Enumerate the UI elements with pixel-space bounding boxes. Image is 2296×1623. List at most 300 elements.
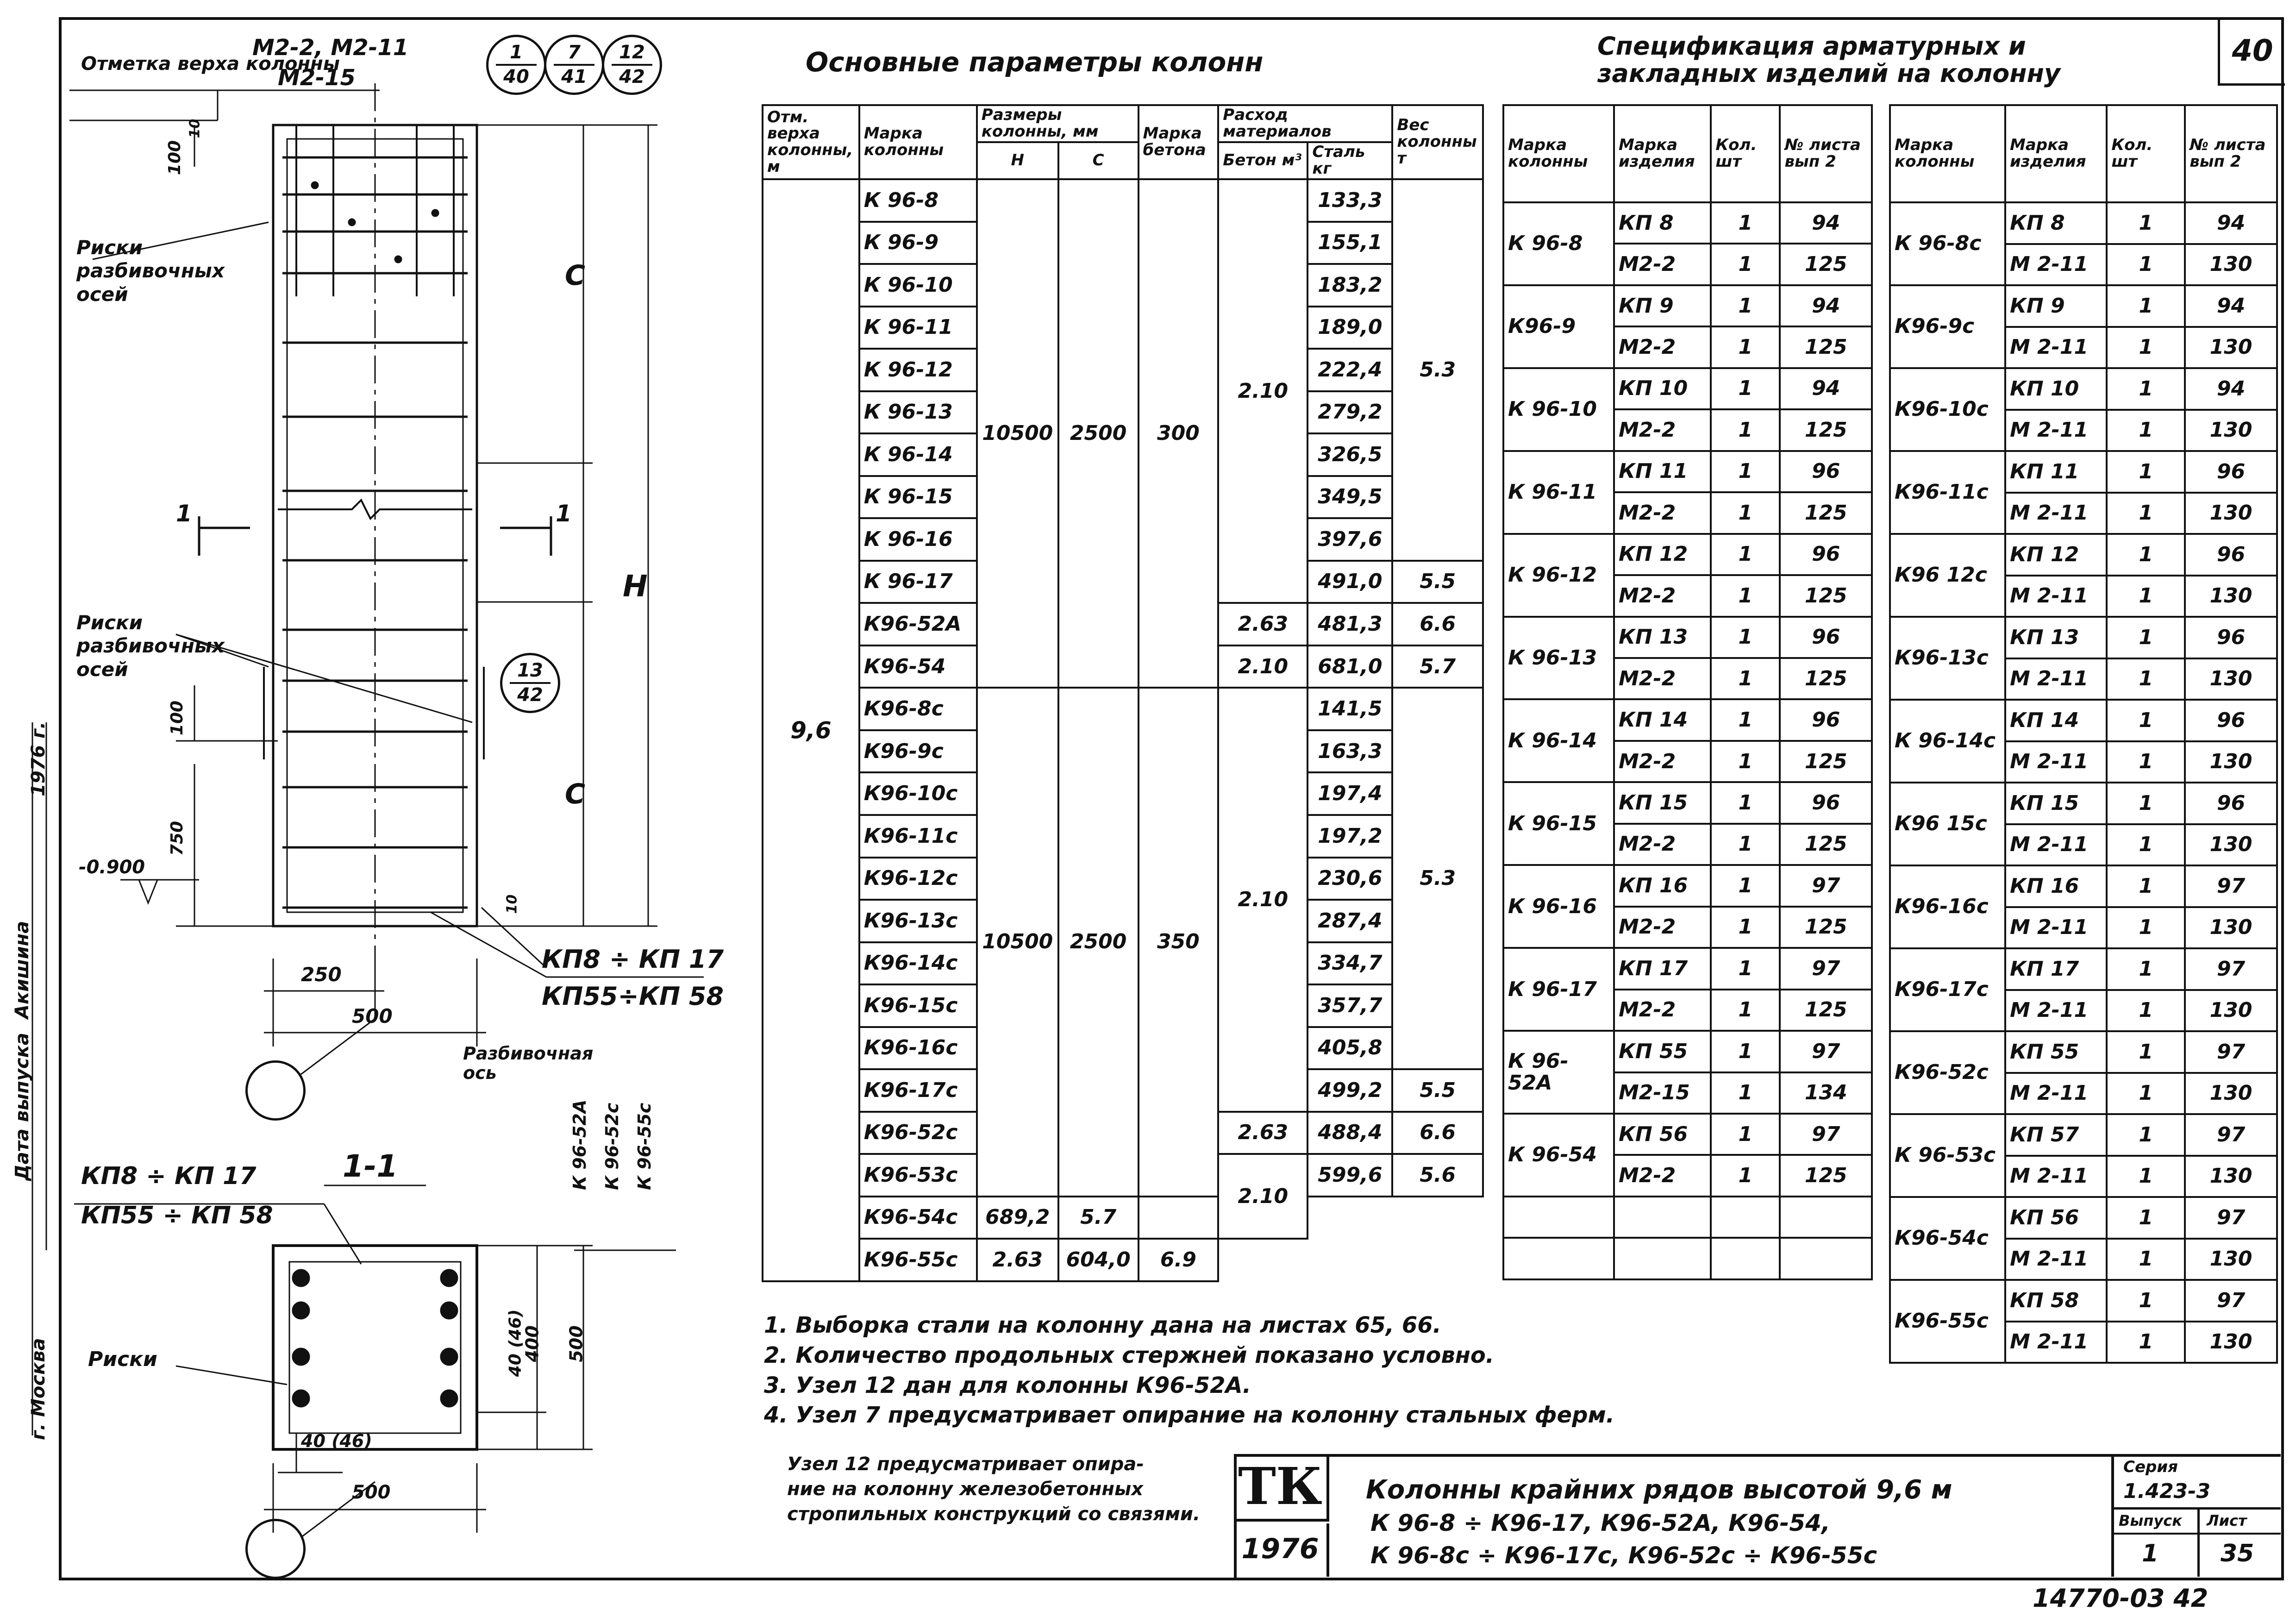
spec-sheet: 125 <box>1780 741 1872 782</box>
hdr-weight: Вес колонны т <box>1392 105 1483 179</box>
steel-kg: 499,2 <box>1308 1069 1392 1112</box>
spec-qty: 1 <box>2107 202 2185 244</box>
spec-item: М 2-11 <box>2005 658 2107 700</box>
hdr-steel: Сталь кг <box>1308 142 1392 179</box>
steel-kg: 183,2 <box>1308 264 1392 307</box>
spec-qty: 1 <box>2107 865 2185 907</box>
spec2-body <box>1890 202 2277 1363</box>
spec-sheet: 96 <box>2185 783 2277 824</box>
bottom-number: 14770-03 42 <box>2033 1584 2208 1613</box>
spec-item: КП 55 <box>2005 1031 2107 1073</box>
spec-sheet: 130 <box>2185 576 2277 617</box>
steel-kg: 326,5 <box>1308 433 1392 476</box>
spec-qty: 1 <box>2107 451 2185 493</box>
column-mark: К96-53с <box>859 1154 977 1197</box>
note-4: 4. Узел 7 предусматривает опирание на колонну стальных ферм. <box>764 1402 1614 1429</box>
spec-sheet: 96 <box>1780 699 1872 740</box>
steel-kg: 689,2 <box>977 1197 1058 1239</box>
spec-row <box>1890 1031 2277 1073</box>
spec-qty: 1 <box>2107 1239 2185 1280</box>
weight-cell: 5.6 <box>1392 1154 1483 1197</box>
spec-column-mark: К96-13с <box>1890 617 2005 700</box>
note-4-cont <box>787 1452 1227 1527</box>
spec-sheet: 97 <box>2185 948 2277 990</box>
spec-column-mark: К 96-8с <box>1890 202 2005 285</box>
spec-sheet: 97 <box>2185 1114 2277 1156</box>
strip-city: г. Москва <box>28 1338 49 1440</box>
spec-item: М2-2 <box>1614 658 1711 699</box>
spec-sheet: 130 <box>2185 907 2277 949</box>
spec-qty: 1 <box>2107 368 2185 410</box>
spec-qty: 1 <box>1711 741 1780 782</box>
spec-sheet: 125 <box>1780 907 1872 948</box>
label-c-bottom: C <box>565 778 586 810</box>
steel-kg: 163,3 <box>1308 730 1392 773</box>
spec-qty: 1 <box>1711 1031 1780 1072</box>
spec-column-mark: К96-11с <box>1890 451 2005 534</box>
spec-item: КП 8 <box>2005 202 2107 244</box>
spec-item: М 2-11 <box>2005 824 2107 866</box>
spec-qty: 1 <box>1711 699 1780 740</box>
note-3: 3. Узел 12 дан для колонны К96-52А. <box>764 1372 1251 1398</box>
spec1-body <box>1503 202 1872 1279</box>
group-h: 10500 <box>977 688 1058 1196</box>
spec-column-mark: К 96-16 <box>1503 865 1614 948</box>
column-mark: К96-54с <box>859 1197 977 1239</box>
spec-item: М 2-11 <box>2005 1073 2107 1115</box>
spec-qty: 1 <box>2107 783 2185 824</box>
spec-row <box>1503 451 1872 492</box>
spec-row <box>1503 1031 1872 1072</box>
spec-qty: 1 <box>1711 409 1780 451</box>
steel-kg: 230,6 <box>1308 858 1392 900</box>
spec-qty: 1 <box>1711 824 1780 865</box>
spec-item: КП 10 <box>2005 368 2107 410</box>
spec-sheet: 94 <box>1780 285 1872 326</box>
steel-kg: 279,2 <box>1308 391 1392 434</box>
spec-item: КП 11 <box>1614 451 1711 492</box>
spec-column-mark: К96-9с <box>1890 285 2005 368</box>
spec-column-mark: К 96-10 <box>1503 368 1614 451</box>
steel-kg: 287,4 <box>1308 900 1392 942</box>
spec1-hdr-sheet: № листа вып 2 <box>1780 105 1872 202</box>
params-row <box>763 179 1483 222</box>
spec-sheet: 125 <box>1780 575 1872 616</box>
column-mark: К96-16с <box>859 1027 977 1070</box>
spec-item: КП 15 <box>1614 782 1711 823</box>
spec-qty: 1 <box>2107 576 2185 617</box>
logo-box <box>1234 1454 1329 1522</box>
spec-sheet: 96 <box>1780 782 1872 823</box>
elevation-mark: -0.900 <box>79 857 145 878</box>
spec-row <box>1890 1280 2277 1322</box>
spec-qty: 1 <box>2107 1114 2185 1156</box>
steel-kg: 349,5 <box>1308 476 1392 519</box>
spec-sheet: 97 <box>1780 948 1872 989</box>
volume-cell: 2.63 <box>977 1239 1058 1281</box>
spec-item: КП 56 <box>2005 1197 2107 1239</box>
column-mark: К 96-14 <box>859 433 977 476</box>
spec-sheet: 130 <box>2185 493 2277 534</box>
section-col-3: К 96-55с <box>634 1103 655 1190</box>
spec-qty: 1 <box>1711 326 1780 368</box>
spec-item: КП 14 <box>2005 700 2107 741</box>
axis-label: Разбивочная ось <box>463 1043 594 1083</box>
steel-kg: 488,4 <box>1308 1112 1392 1154</box>
spec1-hdr-item: Марка изделия <box>1614 105 1711 202</box>
spec-sheet: 96 <box>2185 451 2277 493</box>
spec-item: М 2-11 <box>2005 990 2107 1032</box>
spec-qty: 1 <box>2107 658 2185 700</box>
spec-item: М2-2 <box>1614 1155 1711 1196</box>
steel-kg: 155,1 <box>1308 222 1392 264</box>
spec-sheet: 94 <box>2185 202 2277 244</box>
spec-sheet: 97 <box>1780 865 1872 906</box>
weight-cell: 5.7 <box>1392 645 1483 688</box>
column-mark: К 96-8 <box>859 179 977 222</box>
steel-kg: 357,7 <box>1308 984 1392 1027</box>
steel-kg: 681,0 <box>1308 645 1392 688</box>
spec-qty: 1 <box>1711 368 1780 409</box>
note-4-line-b: ние на колонну железобетонных <box>787 1479 1144 1500</box>
spec-row <box>1890 202 2277 244</box>
spec-qty: 1 <box>1711 575 1780 616</box>
spec-item: М2-2 <box>1614 990 1711 1031</box>
spec-qty: 1 <box>2107 493 2185 534</box>
spec-item: КП 58 <box>2005 1280 2107 1322</box>
spec-row <box>1890 285 2277 327</box>
hdr-concrete: Марка бетона <box>1139 105 1219 179</box>
params-table <box>762 104 1484 1282</box>
spec-item: М2-2 <box>1614 244 1711 285</box>
spec-column-mark: К 96-53с <box>1890 1114 2005 1197</box>
mark-label: Отметка верха колонны <box>81 53 340 75</box>
marks-top: М2-2, М2-11 <box>252 35 409 61</box>
spec-qty: 1 <box>2107 1280 2185 1322</box>
weight-cell: 5.5 <box>1392 1069 1483 1112</box>
spec-item: М 2-11 <box>2005 410 2107 451</box>
spec-column-mark: К96-16с <box>1890 865 2005 948</box>
spec-column-mark: К 96-17 <box>1503 948 1614 1031</box>
spec-qty: 1 <box>1711 948 1780 989</box>
section-kp-bottom: КП55 ÷ КП 58 <box>81 1202 273 1229</box>
node-ref-circle-1: 1 40 <box>486 35 546 95</box>
spec-item: КП 8 <box>1614 202 1711 244</box>
spec-item: М2-2 <box>1614 741 1711 782</box>
spec-sheet: 97 <box>2185 865 2277 907</box>
spec-item: КП 16 <box>1614 865 1711 906</box>
section-dim-40-side: 40 (46) <box>506 1309 525 1377</box>
steel-kg: 491,0 <box>1308 561 1392 603</box>
strip-name: Акишина <box>12 921 33 1019</box>
note-4-line-c: стропильных конструкций со связями. <box>787 1504 1201 1525</box>
group-c: 2500 <box>1058 179 1139 688</box>
spec-sheet: 125 <box>1780 990 1872 1031</box>
column-mark: К 96-15 <box>859 476 977 519</box>
spec-qty: 1 <box>2107 990 2185 1032</box>
dim-100-top: 100 <box>165 140 185 175</box>
spec-item: КП 14 <box>1614 699 1711 740</box>
params-row <box>763 688 1483 730</box>
spec-item: М 2-11 <box>2005 1156 2107 1197</box>
spec-qty: 1 <box>1711 451 1780 492</box>
spec-item: КП 9 <box>1614 285 1711 326</box>
hdr-mark: Марка колонны <box>859 105 977 179</box>
weight-cell: 6.6 <box>1392 603 1483 645</box>
spec-row <box>1890 783 2277 824</box>
spec-row <box>1503 285 1872 326</box>
spec-qty: 1 <box>1711 1155 1780 1196</box>
column-mark: К96-10с <box>859 772 977 815</box>
spec-item: М 2-11 <box>2005 244 2107 286</box>
group-concrete: 350 <box>1139 688 1219 1196</box>
column-mark: К 96-17 <box>859 561 977 603</box>
spec-row <box>1890 948 2277 990</box>
spec-sheet: 96 <box>1780 534 1872 575</box>
notes <box>764 1310 1644 1430</box>
spec-qty: 1 <box>2107 534 2185 576</box>
spec-qty: 1 <box>1711 202 1780 244</box>
spec-sheet: 130 <box>2185 410 2277 451</box>
strip-release-date: Дата выпуска <box>12 1033 33 1181</box>
spec-qty: 1 <box>2107 1156 2185 1197</box>
spec-item: КП 13 <box>1614 617 1711 658</box>
column-mark: К96-14с <box>859 942 977 985</box>
spec-column-mark: К 96-15 <box>1503 782 1614 865</box>
spec-item: КП 12 <box>1614 534 1711 575</box>
hdr-h: H <box>977 142 1058 179</box>
kp-range-top: КП8 ÷ КП 17 <box>542 945 724 974</box>
spec-item: М2-2 <box>1614 575 1711 616</box>
weight-group2: 5.3 <box>1392 688 1483 1069</box>
steel-kg: 397,6 <box>1308 518 1392 561</box>
spec-sheet: 125 <box>1780 492 1872 533</box>
spec-qty: 1 <box>2107 244 2185 286</box>
section-dim-500-vert: 500 <box>566 1325 587 1362</box>
spec-item: М2-15 <box>1614 1072 1711 1114</box>
spec-qty: 1 <box>1711 865 1780 906</box>
spec1-hdr-col: Марка колонны <box>1503 105 1614 202</box>
volume-group2: 2.10 <box>1218 688 1308 1111</box>
spec-item: М2-2 <box>1614 326 1711 368</box>
node-ref-circle-12: 12 42 <box>602 35 662 95</box>
spec-row <box>1503 534 1872 575</box>
spec-column-mark: К 96-52А <box>1503 1031 1614 1114</box>
spec-row <box>1503 617 1872 658</box>
dim-10-top: 10 <box>187 119 203 138</box>
hdr-c: C <box>1058 142 1139 179</box>
spec-row <box>1503 948 1872 989</box>
spec-qty: 1 <box>2107 1322 2185 1363</box>
spec-sheet: 134 <box>1780 1072 1872 1114</box>
spec-row <box>1503 202 1872 244</box>
spec-sheet: 125 <box>1780 244 1872 285</box>
section-dim-40: 40 (46) <box>301 1431 372 1451</box>
spec-item: М 2-11 <box>2005 493 2107 534</box>
spec-item: КП 17 <box>1614 948 1711 989</box>
spec-sheet: 130 <box>2185 824 2277 866</box>
spec-sheet: 97 <box>2185 1031 2277 1073</box>
strip-year: 1976 г. <box>28 721 49 796</box>
spec-sheet: 94 <box>2185 368 2277 410</box>
spec-qty: 1 <box>1711 1072 1780 1114</box>
spec-title: Спецификация арматурных и закладных изделий на колонну <box>1597 31 2061 88</box>
group-concrete: 300 <box>1139 179 1219 688</box>
spec-table-2 <box>1889 104 2278 1364</box>
params-title: Основные параметры колонн <box>806 46 1264 78</box>
spec-qty: 1 <box>2107 410 2185 451</box>
column-mark: К96-13с <box>859 900 977 942</box>
spec-sheet: 94 <box>2185 285 2277 327</box>
column-mark: К96-52с <box>859 1112 977 1154</box>
spec-item: М2-2 <box>1614 409 1711 451</box>
section-risk-label: Риски <box>88 1347 157 1371</box>
spec-row <box>1503 1114 1872 1155</box>
dim-500: 500 <box>352 1005 393 1028</box>
series-box <box>2111 1454 2281 1577</box>
spec-qty: 1 <box>1711 1114 1780 1155</box>
section-label: 1-1 <box>343 1148 398 1184</box>
sheet-label: Лист <box>2207 1512 2247 1529</box>
spec-item: М 2-11 <box>2005 741 2107 783</box>
spec-sheet: 130 <box>2185 1322 2277 1363</box>
steel-kg: 141,5 <box>1308 688 1392 730</box>
spec-item: М2-2 <box>1614 492 1711 533</box>
volume-cell: 2.63 <box>1218 1112 1308 1154</box>
spec-sheet: 96 <box>1780 451 1872 492</box>
spec-qty: 1 <box>1711 990 1780 1031</box>
spec-qty: 1 <box>1711 617 1780 658</box>
steel-kg: 133,3 <box>1308 179 1392 222</box>
section-kp-top: КП8 ÷ КП 17 <box>81 1162 257 1190</box>
spec-row <box>1890 1197 2277 1239</box>
column-mark: К 96-16 <box>859 518 977 561</box>
spec-row <box>1890 700 2277 741</box>
spec-sheet: 97 <box>1780 1114 1872 1155</box>
sheet-value: 35 <box>2221 1540 2254 1567</box>
spec-qty: 1 <box>2107 285 2185 327</box>
spec-row <box>1890 368 2277 410</box>
cut-mark-right: 1 <box>556 500 572 527</box>
column-mark: К 96-12 <box>859 349 977 391</box>
label-c-top: C <box>565 259 586 292</box>
spec-item: КП 12 <box>2005 534 2107 576</box>
params-body <box>763 179 1483 1281</box>
spec1-hdr-qty: Кол. шт <box>1711 105 1780 202</box>
column-mark: К96-52А <box>859 603 977 645</box>
sheet-number-top: 40 <box>2232 34 2273 68</box>
weight-cell: 6.9 <box>1139 1239 1219 1281</box>
column-mark: К 96-9 <box>859 222 977 264</box>
spec-sheet: 96 <box>1780 617 1872 658</box>
spec2-hdr-sheet: № листа вып 2 <box>2185 105 2277 202</box>
column-mark: К96-11с <box>859 815 977 858</box>
spec-qty: 1 <box>2107 1031 2185 1073</box>
issue-label: Выпуск <box>2119 1512 2182 1529</box>
spec-qty: 1 <box>2107 327 2185 369</box>
spec-item: КП 57 <box>2005 1114 2107 1156</box>
spec-column-mark: К96 15с <box>1890 783 2005 865</box>
spec-sheet: 130 <box>2185 1073 2277 1115</box>
series-label: Серия <box>2123 1458 2178 1476</box>
spec-item: КП 55 <box>1614 1031 1711 1072</box>
steel-kg: 604,0 <box>1058 1239 1139 1281</box>
spec-sheet: 97 <box>1780 1031 1872 1072</box>
spec2-hdr-item: Марка изделия <box>2005 105 2107 202</box>
spec-item: КП 11 <box>2005 451 2107 493</box>
hdr-sizes: Размеры колонны, мм <box>977 105 1139 142</box>
spec-table-1 <box>1502 104 1873 1280</box>
issue-value: 1 <box>2142 1540 2159 1567</box>
spec-sheet: 130 <box>2185 327 2277 369</box>
group-h: 10500 <box>977 179 1058 688</box>
sheet-number-box <box>2218 19 2285 86</box>
spec-column-mark: К 96-8 <box>1503 202 1614 285</box>
spec-column-mark: К 96-54 <box>1503 1114 1614 1197</box>
spec-sheet: 96 <box>2185 534 2277 576</box>
spec-sheet: 96 <box>2185 617 2277 658</box>
spec-sheet: 125 <box>1780 1155 1872 1196</box>
spec-column-mark: К96-55с <box>1890 1280 2005 1363</box>
dim-750: 750 <box>168 821 187 856</box>
weight-group1: 5.3 <box>1392 179 1483 561</box>
spec-row <box>1503 699 1872 740</box>
logo: ТК <box>1238 1456 1322 1516</box>
series-value: 1.423-3 <box>2123 1479 2211 1503</box>
column-mark: К96-54 <box>859 645 977 688</box>
column-mark: К 96-10 <box>859 264 977 307</box>
spec-qty: 1 <box>1711 907 1780 948</box>
spec-sheet: 97 <box>2185 1197 2277 1239</box>
spec-item: М 2-11 <box>2005 1239 2107 1280</box>
spec-qty: 1 <box>1711 244 1780 285</box>
column-mark: К96-17с <box>859 1069 977 1112</box>
spec2-hdr-col: Марка колонны <box>1890 105 2005 202</box>
spec-sheet: 130 <box>2185 658 2277 700</box>
section-col-1: К 96-52А <box>569 1099 590 1190</box>
spec-item: М 2-11 <box>2005 1322 2107 1363</box>
volume-cell: 2.10 <box>1218 1154 1308 1239</box>
rizky-label-1: Риски разбивочных осей <box>76 236 225 306</box>
column-mark: К96-15с <box>859 984 977 1027</box>
spec-sheet: 125 <box>1780 409 1872 451</box>
steel-kg: 197,4 <box>1308 772 1392 815</box>
spec-row <box>1890 617 2277 658</box>
column-mark: К96-9с <box>859 730 977 773</box>
title-year: 1976 <box>1234 1523 1329 1577</box>
weight-cell: 6.6 <box>1392 1112 1483 1154</box>
section-dim-500-horiz: 500 <box>352 1482 391 1503</box>
spec-qty: 1 <box>2107 1073 2185 1115</box>
spec-qty: 1 <box>2107 617 2185 658</box>
spec-item: М 2-11 <box>2005 327 2107 369</box>
spec-sheet: 97 <box>2185 1280 2277 1322</box>
spec-item: М2-2 <box>1614 907 1711 948</box>
spec-sheet: 125 <box>1780 824 1872 865</box>
column-mark: К96-55с <box>859 1239 977 1281</box>
steel-kg: 222,4 <box>1308 349 1392 391</box>
spec-item: КП 9 <box>2005 285 2107 327</box>
spec-row <box>1503 782 1872 823</box>
steel-kg: 334,7 <box>1308 942 1392 985</box>
spec-qty: 1 <box>1711 534 1780 575</box>
spec-sheet: 130 <box>2185 741 2277 783</box>
spec-item: КП 56 <box>1614 1114 1711 1155</box>
spec-qty: 1 <box>2107 1197 2185 1239</box>
spec-item: М2-2 <box>1614 824 1711 865</box>
section-col-2: К 96-52с <box>602 1103 622 1190</box>
elev-value: 9,6 <box>763 179 859 1281</box>
